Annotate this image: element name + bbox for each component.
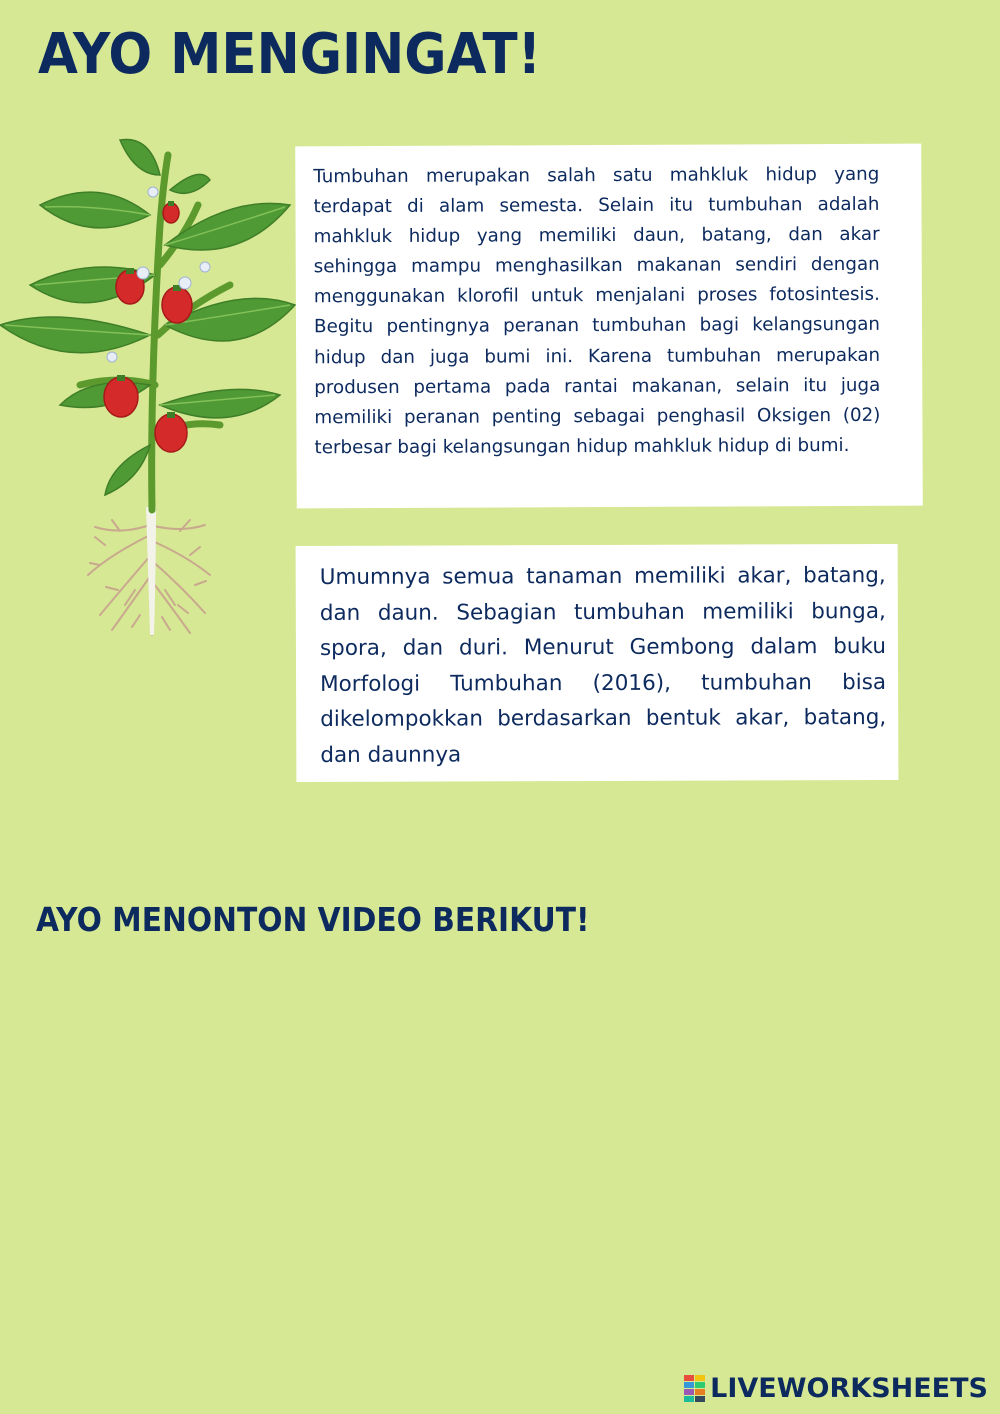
intro-paragraph: Tumbuhan merupakan salah satu mahkluk hidup yang terdapat di alam semesta. Selain itu tumbuhan adalah mahkluk hidup yang memiliki daun, batang, dan akar sehingga mampu menghasilkan makanan sendiri dengan menggunakan klorofil untuk menjalani proses fotosintesis. Begitu pentingnya peranan tumbuhan bagi kelangsungan hidup dan juga bumi ini. Karena tumbuhan merupakan produsen pertama pada rantai makanan, selain itu juga memiliki peranan penting sebagai penghasil Oksigen (02) terbesar bagi kelangsungan hidup mahkluk hidup di bumi.: [313, 163, 881, 459]
pepper-plant-illustration: [0, 135, 300, 640]
morphology-text-card: [296, 544, 899, 782]
brand-name: LIVEWORKSHEETS: [710, 1373, 988, 1404]
intro-text-card: [295, 144, 923, 509]
liveworksheets-footer[interactable]: [684, 1373, 988, 1404]
morphology-paragraph: Umumnya semua tanaman memiliki akar, batang, dan daun. Sebagian tumbuhan memiliki bunga, spora, dan duri. Menurut Gembong dalam buku Morfologi Tumbuhan (2016), tumbuhan bisa dikelompokkan berdasarkan bentuk akar, batang, dan daunnya: [319, 562, 887, 768]
page-title: AYO MENGINGAT!: [38, 22, 542, 87]
liveworksheets-logo-icon: [684, 1375, 706, 1403]
video-section-title: AYO MENONTON VIDEO BERIKUT!: [36, 900, 590, 939]
